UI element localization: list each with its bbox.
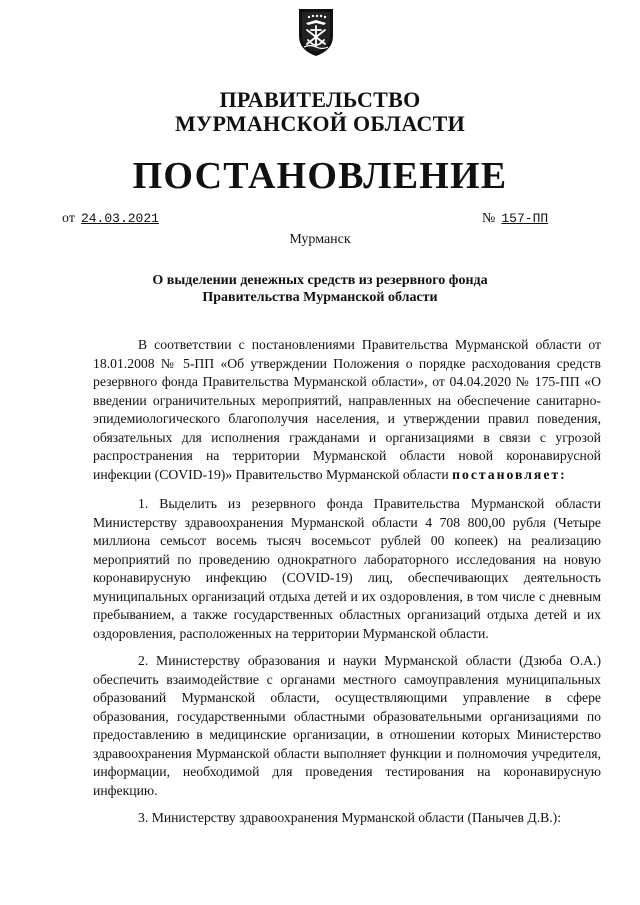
date-value: 24.03.2021	[80, 211, 159, 226]
document-type-title: ПОСТАНОВЛЕНИЕ	[132, 155, 508, 197]
organization-name-line1: ПРАВИТЕЛЬСТВО	[219, 87, 421, 112]
paragraph-3: 3. Министерству здравоохранения Мурманской области (Панычев Д.В.):	[138, 810, 562, 825]
number-prefix: №	[482, 211, 496, 226]
paragraph-1: 1. Выделить из резервного фонда Правительства Мурманской области Министерству здравоохранения Мурманской области 4 708 800,00 рубля (Четыре миллиона семьсот восемь тысяч восемьсот рублей 00 копеек) на реализацию мероприятий по проведению однократного лабораторного исследования на новую коронавирусную инфекцию (COVID-19) лиц, обеспечивающих деятельность муниципальных организаций отдыха детей и их оздоровления, в том числе с дневным пребыванием, а также государственных областных организаций отдыха детей и их оздоровления, расположенных на территории Мурманской области.	[93, 496, 601, 641]
number-value: 157-ПП	[501, 211, 549, 226]
preamble-text: В соответствии с постановлениями Правительства Мурманской области от 18.01.2008 № 5-ПП «Об утверждении Положения о порядке расходования средств резервного фонда Правительства Мурманской области», от 04.04.2020 № 175-ПП «О введении ограничительных мероприятий, направленных на обеспечение санитарно-эпидемиологического благополучия населения, и утверждении правил поведения, обязательных для исполнения гражданами и организациями в связи с угрозой распространения на территории Мурманской области новой коронавирусной инфекции (COVID-19)» Правительство Мурманской области	[93, 337, 601, 482]
organization-name-line2: МУРМАНСКОЙ ОБЛАСТИ	[174, 111, 466, 136]
resolves-keyword: постановляет:	[452, 466, 567, 482]
paragraph-2: 2. Министерству образования и науки Мурманской области (Дзюба О.А.) обеспечить взаимодействие с органами местного самоуправления муниципальных образований Мурманской области, осуществляющими управление в сфере образования, государственными областными образовательными организациями по предоставлению в медицинские организации, в отношении которых Министерство здравоохранения Мурманской области выполняет функции и полномочия учредителя, информации, необходимой для проведения тестирования на коронавирусную инфекцию.	[93, 653, 601, 798]
coat-of-arms-icon	[296, 6, 336, 58]
subject-line2: Правительства Мурманской области	[202, 290, 438, 305]
preamble-paragraph	[93, 336, 601, 484]
subject-line1: О выделении денежных средств из резервного фонда	[152, 273, 488, 288]
city-name: Мурманск	[289, 232, 351, 247]
document-number	[482, 210, 552, 228]
document-date	[62, 210, 163, 228]
date-prefix: от	[62, 211, 75, 226]
